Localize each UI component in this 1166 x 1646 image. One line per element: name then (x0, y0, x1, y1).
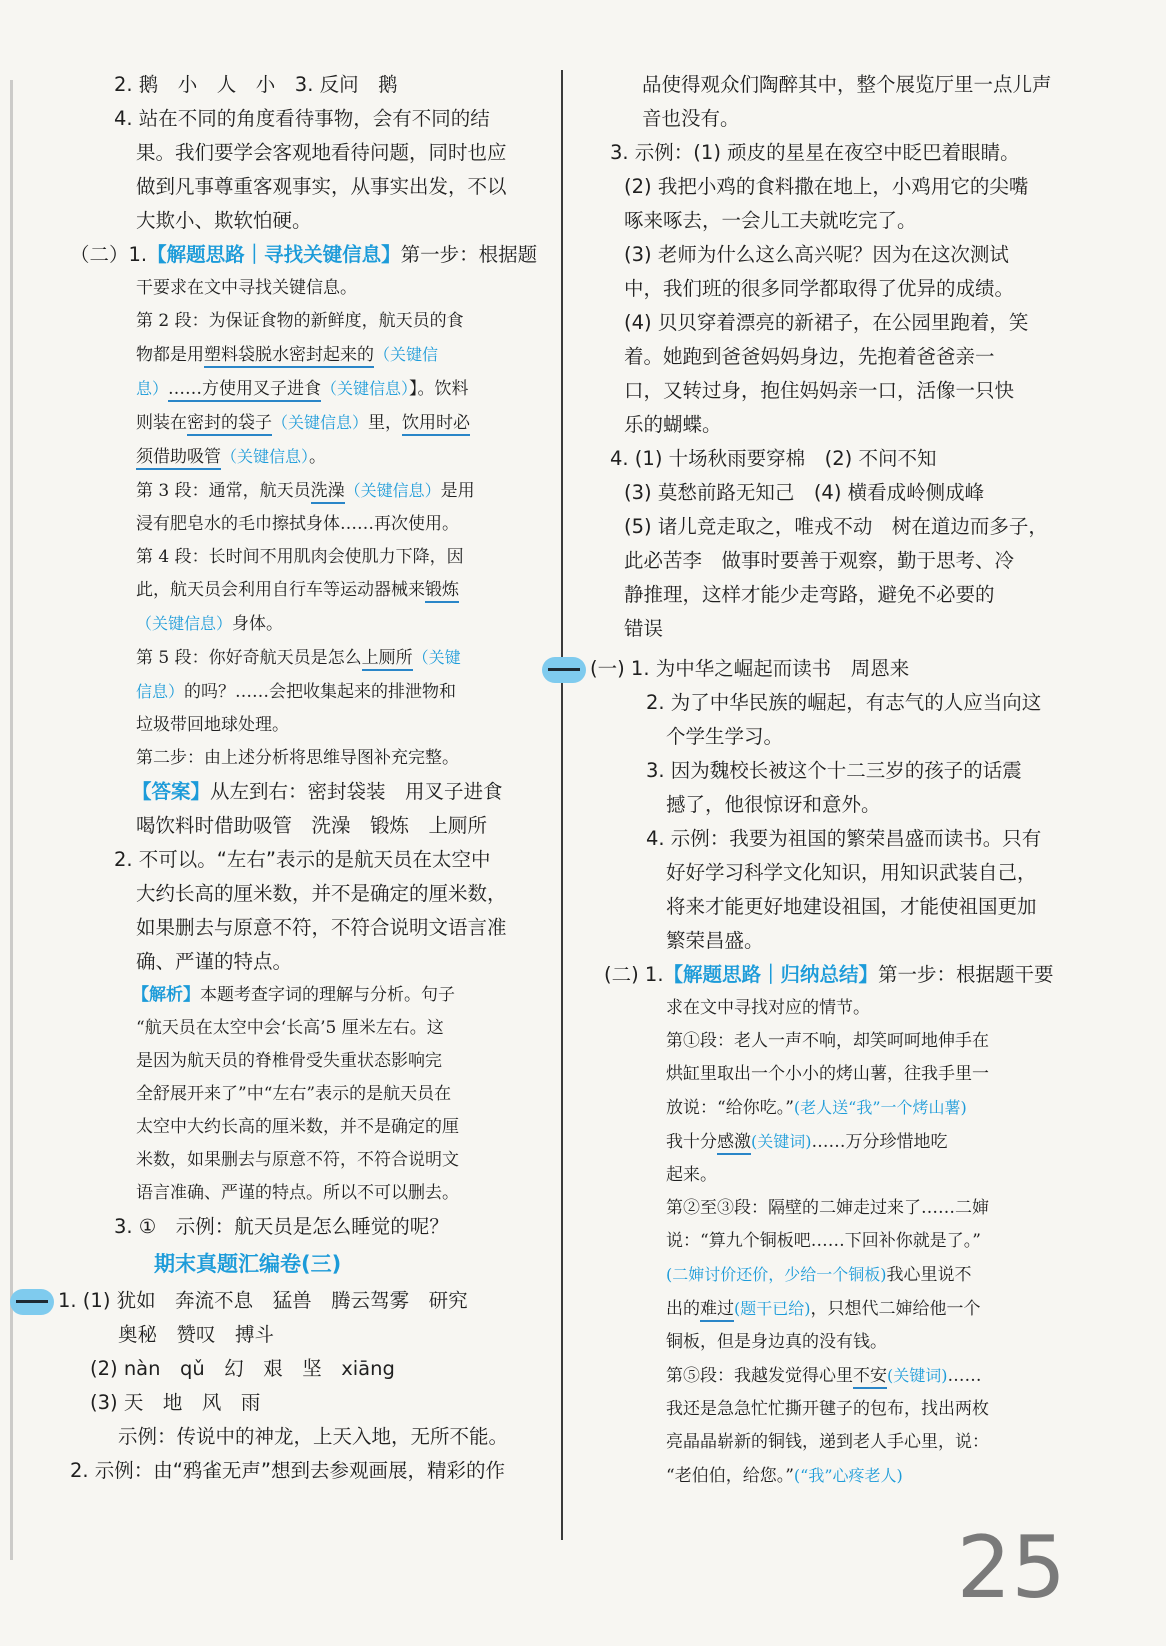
answer-line (70, 406, 540, 440)
text: 1. (1) 犹如 奔流不息 猛兽 腾云驾雾 研究 (58, 1289, 468, 1312)
answer-line (70, 372, 540, 406)
text: “老伯伯，给您。” (666, 1466, 794, 1486)
left-column (58, 68, 540, 1488)
answer-line: 2. 示例：由“鸦雀无声”想到去参观画展，精彩的作 (70, 1459, 506, 1482)
page-number: 25 (956, 1518, 1066, 1618)
answer-line (70, 607, 540, 641)
answer-line: (3) 天 地 风 雨 (90, 1391, 261, 1414)
answer-line: 4. (1) 十场秋雨要穿棉 (2) 不问不知 (610, 447, 937, 470)
note: (老人送“我”一个烤山薯) (793, 1098, 967, 1117)
text: 的吗？……会把收集起来的排泄物和 (184, 682, 457, 702)
answer-line: “航天员在太空中会‘长高’5 厘米左右。这 (136, 1018, 444, 1038)
answer-line (70, 474, 540, 508)
answer-line (542, 652, 1070, 686)
answer-line: 大约长高的厘米数，并不是确定的厘米数， (136, 882, 507, 905)
text: …… (947, 1366, 982, 1386)
answer-line: 此必苦李 做事时要善于观察，勤于思考、冷 (624, 549, 1015, 572)
answer-line: 求在文中寻找对应的情节。 (666, 998, 870, 1018)
answer-line: 3. 因为魏校长被这个十二三岁的孩子的话震 (646, 759, 1022, 782)
text: 从左到右：密封袋装 用叉子进食 (210, 780, 503, 803)
answer-line: (3) 莫愁前路无知己 (4) 横看成岭侧成峰 (624, 481, 985, 504)
answer-line (590, 1258, 1070, 1292)
answer-line: 起来。 (666, 1165, 717, 1185)
right-column (590, 68, 1070, 1493)
answer-line (70, 338, 540, 372)
answer-line (590, 1091, 1070, 1125)
text: 我十分 (666, 1132, 717, 1152)
answer-line: 太空中大约长高的厘米数，并不是确定的厘 (136, 1117, 459, 1137)
answer-line: 亮晶晶崭新的铜钱，递到老人手心里，说： (666, 1432, 989, 1452)
text: 本题考查字词的理解与分析。句子 (200, 985, 455, 1005)
solution-tag: 【解题思路｜归纳总结】 (663, 963, 879, 986)
section-marker-icon (542, 657, 586, 683)
text: 第一步：根据题干要 (878, 963, 1054, 986)
key-info: 不安 (853, 1366, 887, 1389)
key-info: 须借助吸管 (136, 447, 221, 470)
text: 。 (309, 447, 327, 467)
answer-line: 乐的蝴蝶。 (624, 413, 722, 436)
answer-line: 大欺小、欺软怕硬。 (136, 209, 312, 232)
answer-line: 第 4 段：长时间不用肌肉会使肌力下降，因 (136, 547, 464, 567)
answer-tag: 【答案】 (132, 780, 211, 803)
answer-line: 品使得观众们陶醉其中，整个展览厅里一点儿声 (642, 73, 1052, 96)
answer-line: 静推理，这样才能少走弯路，避免不必要的 (624, 583, 995, 606)
answer-line: (5) 诸儿竞走取之，唯戎不动 树在道边而多子， (624, 515, 1048, 538)
answer-line: 喝饮料时借助吸管 洗澡 锻炼 上厕所 (136, 814, 488, 837)
answer-line: 个学生学习。 (666, 725, 784, 748)
answer-line: (2) 我把小鸡的食料撒在地上，小鸡用它的尖嘴 (624, 175, 1029, 198)
question-number: (二) 1. (604, 963, 664, 986)
key-info: 密封的袋子 (187, 413, 272, 436)
answer-line: 说：“算九个铜板吧……下回补你就是了。” (666, 1231, 981, 1251)
key-info: 塑料袋脱水密封起来的 (204, 345, 374, 368)
text: 我心里说不 (886, 1265, 972, 1285)
analysis-tag: 【解析】 (132, 985, 200, 1005)
answer-line (70, 574, 540, 607)
text: 第⑤段：我越发觉得心里 (666, 1366, 853, 1386)
answer-line: 音也没有。 (642, 107, 740, 130)
note: （关键信息） (272, 413, 369, 432)
answer-line: 3. ① 示例：航天员是怎么睡觉的呢？ (114, 1215, 449, 1238)
key-info: 难过 (700, 1299, 734, 1322)
note: （关键信 (374, 345, 439, 364)
note: （关键信息） (344, 481, 441, 500)
question-number: （二）1. (70, 243, 148, 266)
text: (一) 1. 为中华之崛起而读书 周恩来 (590, 657, 910, 680)
answer-line (590, 958, 1070, 992)
answer-line: 着。她跑到爸爸妈妈身边，先抱着爸爸亲一 (624, 345, 995, 368)
answer-line: (3) 老师为什么这么高兴呢？因为在这次测试 (624, 243, 1009, 266)
note: 信息） (136, 682, 185, 701)
answer-line: 我还是急急忙忙撕开毽子的包布，找出两枚 (666, 1399, 989, 1419)
page-edge-shadow (10, 80, 13, 1560)
answer-line: 第①段：老人一声不响，却笑呵呵地伸手在 (666, 1031, 989, 1051)
answer-line (70, 675, 540, 709)
note: （关键信息） (136, 614, 233, 633)
section-title: 期末真题汇编卷(三) (154, 1252, 342, 1276)
answer-line: 示例：传说中的神龙，上天入地，无所不能。 (118, 1425, 509, 1448)
note: (关键词) (751, 1132, 812, 1151)
key-info: 洗澡 (311, 481, 345, 504)
key-info: 上厕所 (362, 648, 413, 671)
answer-line: 4. 示例：我要为祖国的繁荣昌盛而读书。只有 (646, 827, 1042, 850)
text: 】。饮料 (409, 379, 469, 399)
answer-line: 3. 示例：(1) 顽皮的星星在夜空中眨巴着眼睛。 (610, 141, 1020, 164)
key-info: 饮用时必 (402, 413, 470, 436)
answer-line: 第②至③段：隔壁的二婶走过来了……二婶 (666, 1198, 989, 1218)
answer-line: 4. 站在不同的角度看待事物，会有不同的结 (114, 107, 490, 130)
answer-line: 口，又转过身，抱住妈妈亲一口，活像一只快 (624, 379, 1015, 402)
answer-line: 干要求在文中寻找关键信息。 (136, 278, 357, 298)
solution-tag: 【解题思路｜寻找关键信息】 (147, 243, 401, 266)
note: (“我”心疼老人) (793, 1466, 903, 1485)
text: 第 3 段：通常，航天员 (136, 481, 311, 501)
answer-line (10, 1284, 540, 1318)
key-info: 感激 (717, 1132, 751, 1155)
note: (二婶讨价还价，少给一个铜板) (666, 1265, 887, 1284)
note: （关键 (412, 648, 461, 667)
answer-line: 撼了，他很惊讶和意外。 (666, 793, 881, 816)
note: （关键信息） (221, 447, 310, 466)
answer-line (70, 775, 540, 809)
answer-line: (2) nàn qǔ 幻 艰 坚 xiāng (90, 1357, 395, 1380)
answer-line: 奥秘 赞叹 搏斗 (118, 1323, 275, 1346)
answer-line: 2. 鹅 小 人 小 3. 反问 鹅 (114, 73, 398, 96)
answer-line (70, 440, 540, 474)
answer-line (70, 238, 540, 272)
answer-line (590, 1292, 1070, 1326)
text: 则装在 (136, 413, 187, 433)
answer-line: 繁荣昌盛。 (666, 929, 764, 952)
answer-line (70, 979, 540, 1012)
answer-line: 将来才能更好地建设祖国，才能使祖国更加 (666, 895, 1037, 918)
text: 里， (368, 413, 403, 433)
answer-line: 烘缸里取出一个小小的烤山薯，往我手里一 (666, 1064, 989, 1084)
answer-line (590, 1459, 1070, 1493)
key-info: 锻炼 (425, 580, 459, 603)
answer-line (590, 1359, 1070, 1393)
answer-line: (4) 贝贝穿着漂亮的新裙子，在公园里跑着，笑 (624, 311, 1029, 334)
text: 身体。 (232, 614, 284, 634)
answer-line: 错误 (624, 617, 664, 640)
section-marker-icon (10, 1289, 54, 1315)
note: (关键词) (887, 1366, 948, 1385)
text: 第 5 段：你好奇航天员是怎么 (136, 648, 362, 668)
answer-line (70, 641, 540, 675)
text: 出的 (666, 1299, 700, 1319)
answer-line: 中，我们班的很多同学都取得了优异的成绩。 (624, 277, 1015, 300)
answer-line: 果。我们要学会客观地看待问题，同时也应 (136, 141, 507, 164)
text: 是用 (440, 481, 475, 501)
text: 放说：“给你吃。” (666, 1098, 794, 1118)
answer-line: 是因为航天员的脊椎骨受失重状态影响完 (136, 1051, 442, 1071)
note: （关键信息） (321, 379, 410, 398)
answer-line: 垃圾带回地球处理。 (136, 715, 289, 735)
note: 息） (136, 379, 169, 398)
answer-line: 啄来啄去，一会儿工夫就吃完了。 (624, 209, 917, 232)
text: 此，航天员会利用自行车等运动器械来 (136, 580, 425, 600)
note: (题干已给) (734, 1299, 811, 1318)
answer-line: 2. 为了中华民族的崛起，有志气的人应当向这 (646, 691, 1042, 714)
text: 第一步：根据题 (400, 243, 538, 266)
answer-line: 语言准确、严谨的特点。所以不可以删去。 (136, 1183, 459, 1203)
answer-line: 如果删去与原意不符，不符合说明文语言准 (136, 916, 507, 939)
answer-line: 好好学习科学文化知识，用知识武装自己， (666, 861, 1037, 884)
answer-line (590, 1125, 1070, 1159)
answer-line: 第 2 段：为保证食物的新鲜度，航天员的食 (136, 311, 464, 331)
answer-line: 米数，如果删去与原意不符，不符合说明文 (136, 1150, 459, 1170)
column-divider (561, 70, 563, 1540)
key-info: ……方使用叉子进食 (168, 379, 321, 402)
answer-line: 浸有肥皂水的毛巾擦拭身体……再次使用。 (136, 514, 459, 534)
text: ，只想代二婶给他一个 (810, 1299, 981, 1319)
text: ……万分珍惜地吃 (811, 1132, 948, 1152)
answer-line: 第二步：由上述分析将思维导图补充完整。 (136, 748, 459, 768)
text: 物都是用 (136, 345, 204, 365)
answer-line: 全舒展开来了”中“左右”表示的是航天员在 (136, 1084, 452, 1104)
answer-line: 2. 不可以。“左右”表示的是航天员在太空中 (114, 848, 491, 871)
answer-line: 确、严谨的特点。 (136, 950, 293, 973)
answer-line: 做到凡事尊重客观事实，从事实出发，不以 (136, 175, 507, 198)
answer-line: 铜板，但是身边真的没有钱。 (666, 1332, 887, 1352)
